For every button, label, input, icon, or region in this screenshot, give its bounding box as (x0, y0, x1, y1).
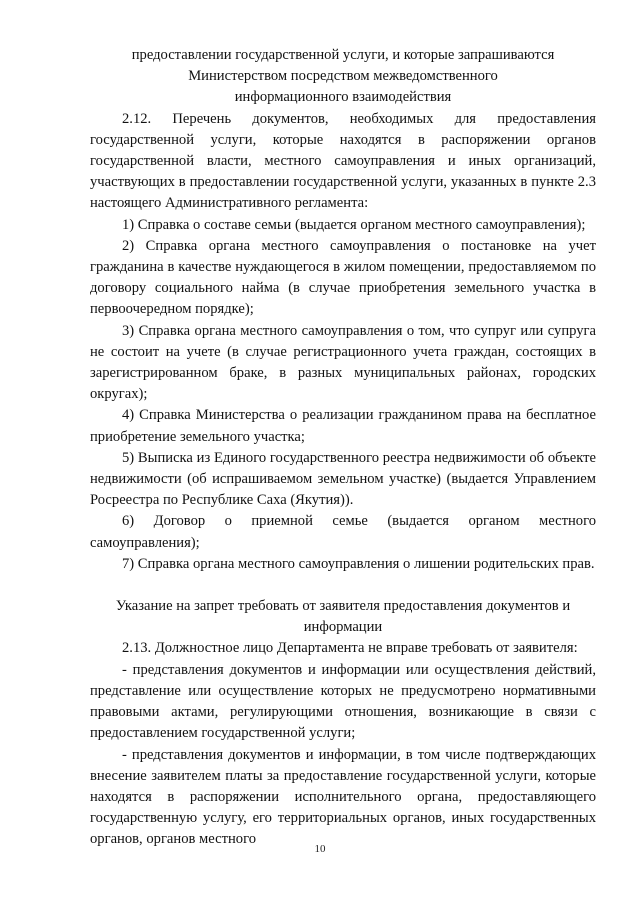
list-item-1: 1) Справка о составе семьи (выдается органом местного самоуправления); (122, 216, 586, 233)
heading-line-3: информационного взаимодействия (234, 89, 452, 106)
list-item-5: 5) Выписка из Единого государственного реестра недвижимости об объекте недвижимости (об испрашиваемом земельном участке) (выдается Управлением Росреестра по Республике Саха (Якутия)). (90, 449, 596, 509)
list-item-3: 3) Справка органа местного самоуправления о том, что супруг или супруга не состоит на учете (в случае регистрационного учета граждан, состоящих в зарегистрированном браке, в разных муниципальных районах, городских округах); (90, 322, 596, 403)
heading-line-1: предоставлении государственной услуги, и которые запрашиваются (131, 47, 555, 63)
heading-line-2: Министерством посредством межведомственного (188, 68, 498, 85)
section-heading-line-2: информации (303, 619, 383, 636)
list-item-4: 4) Справка Министерства о реализации гражданином права на бесплатное приобретение земельного участка; (90, 407, 596, 445)
list-item-2: 2) Справка органа местного самоуправления о постановке на учет гражданина в качестве нуждающегося в жилом помещении, предоставляемом по договору социального найма (в случае приобретения земельного участка в первоочередном порядке); (90, 237, 596, 318)
page-number: 10 (314, 843, 326, 855)
section-heading-line-1: Указание на запрет требовать от заявителя предоставления документов и (115, 598, 571, 615)
list-item-6: 6) Договор о приемной семье (выдается органом местного самоуправления); (90, 513, 596, 551)
list-item-7: 7) Справка органа местного самоуправления о лишении родительских прав. (122, 555, 595, 572)
section-spacer (90, 575, 596, 596)
dash-item-1: - представления документов и информации или осуществления действий, представление или осуществление которых не предусмотрено нормативными правовыми актами, регулирующими отношения, возникающие в связи с предоставлением государственной услуги; (90, 661, 596, 742)
paragraph-2-13: 2.13. Должностное лицо Департамента не вправе требовать от заявителя: (122, 640, 578, 657)
dash-item-2: - представления документов и информации, в том числе подтверждающих внесение заявителем платы за предоставление государственной услуги, которые находятся в распоряжении исполнительного органа, предоставляющего государственную услугу, его территориальных органов, иных государственных органов, органов местного (90, 746, 596, 848)
document-body (90, 45, 596, 851)
paragraph-2-12: 2.12. Перечень документов, необходимых для предоставления государственной услуги, которые находятся в распоряжении органов государственной власти, местного самоуправления и иных организаций, участвующих в предоставлении государственной услуги, указанных в пункте 2.3 настоящего Административного регламента: (90, 110, 596, 212)
